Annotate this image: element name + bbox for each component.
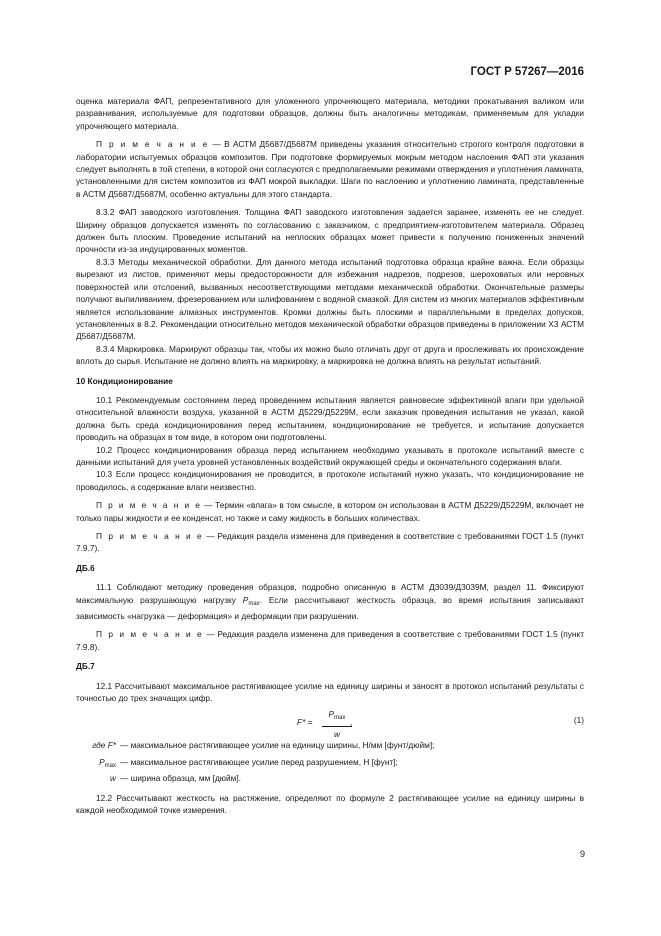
note-text: — Термин «влага» в том смысле, в котором он использован в АСТМ Д5229/Д5229М, включает не только пары жидкости и ее конденсат, но также и саму жидкость в больших количествах. [76, 500, 584, 523]
paragraph-12-2: 12.2 Рассчитывают жесткость на растяжение, определяют по формуле 2 растягивающее усилие на единицу ширины в каждой необходимой точке измерения. [76, 792, 584, 816]
symbol-p: P [242, 594, 249, 605]
definition-symbol [76, 772, 120, 788]
note-4 [76, 628, 584, 653]
symbol-sub-max: max [248, 600, 260, 607]
definition-text: — максимальное растягивающее усилие на единицу ширины, Н/мм [фунт/дюйм]; [120, 740, 435, 751]
definition-text: — максимальное растягивающее усилие перед разрушением, Н [фунт]; [120, 756, 398, 767]
formula-comma: , [350, 717, 353, 728]
note-text: — Редакция раздела изменена для приведения в соответствие с требованиями ГОСТ 1.5 (пункт 7.9.8). [76, 629, 584, 652]
definition-symbol [76, 756, 120, 772]
definition-symbol [76, 739, 120, 755]
paragraph-10-1: 10.1 Рекомендуемым состоянием перед проведением испытания является равновесие эффективной влаги при удельной относительной влажности воздуха, указанной в АСТМ Д5229/Д5229М, если заказчик проведения испытания не указал, какой должна быть среда кондиционирования перед испытанием, кондиционирование не требуется, и испытание допускается проводить на образцах в том виде, в котором они подготовлены. [76, 394, 584, 443]
formula-1 [76, 706, 584, 739]
section-10-title: 10 Кондиционирование [76, 375, 173, 386]
equation-number: (1) [573, 715, 584, 726]
definition-row [76, 739, 584, 755]
paragraph-8-3-4: 8.3.4 Маркировка. Маркируют образцы так, чтобы их можно было отличать друг от друга и прослеживать их происхождение вплоть до сырья. Испытание не должно влиять на маркировку, а маркировка не должна влиять на результат испытаний. [76, 343, 584, 367]
formula-fraction [322, 708, 352, 740]
definition-text: — ширина образца, мм [дюйм]. [120, 773, 241, 784]
note-2 [76, 499, 584, 524]
note-label: П р и м е ч а н и е [96, 629, 204, 640]
formula-denominator: w [334, 728, 340, 739]
section-db7-title: ДБ.7 [76, 661, 95, 672]
numerator-symbol: P [328, 709, 335, 720]
paragraph-11-1-part-a: 11.1 Соблюдают методику проведения образцов, подробно описанную в АСТМ Д3039/Д3039М, раздел 11. Фиксируют максимальную разрушающую нагрузку [76, 582, 584, 605]
paragraph-intro: оценка материала ФАП, репрезентативного для уложенного упрочняющего материала, методики прокатывания валиком или разравнивания, используемые для подготовки образцов, должны быть аналогичны методикам, применяемым для укладки упрочняющего материала. [76, 96, 584, 131]
note-1 [76, 138, 584, 200]
formula-numerator [322, 708, 352, 726]
note-label: П р и м е ч а н и е [96, 500, 202, 511]
document-code: ГОСТ Р 57267—2016 [470, 66, 584, 78]
paragraph-11-1-part-b: . Если рассчитывают жесткость образца, во время испытания записывают зависимость «нагрузка — деформация» и деформации при разрушении. [76, 594, 584, 622]
note-label: П р и м е ч а н и е [96, 139, 210, 150]
section-db6-title: ДБ.6 [76, 562, 95, 573]
document-body [76, 95, 584, 817]
definition-row [76, 772, 584, 788]
paragraph-10-3: 10.3 Если процесс кондиционирования не проводится, в протоколе испытаний нужно указать, что кондиционирование не проводилось, а содержание влаги неизвестно. [76, 469, 584, 492]
note-text: — В АСТМ Д5687/Д5687М приведены указания относительно строгого контроля подготовки в лаборатории испытуемых образцов композитов. При подготовке формируемых мокрым методом наслоения ФАП эти указания следует выполнять в той степени, в которой они согласуются с предполагаемыми режимами отверждения и уплотнения ламината, установленными для систем композитов из ФАП мокрой выкладки. Шаги по наслоению и уплотнению ламината, представленные в АСТМ Д5687/Д5687М, особенно актуальны для этого стандарта. [76, 139, 584, 199]
note-3 [76, 530, 584, 555]
note-text: — Редакция раздела изменена для приведения в соответствие с требованиями ГОСТ 1.5 (пункт 7.9.7). [76, 531, 584, 554]
numerator-sub: max [334, 715, 346, 722]
definition-symbol-sub: max [104, 762, 116, 769]
paragraph-11-1 [76, 581, 584, 622]
paragraph-8-3-2: 8.3.2 ФАП заводского изготовления. Толщина ФАП заводского изготовления задается заранее, изменять ее не следует. Ширину образцов допускается изменять по согласованию с заказчиком, с предприятием-изготовителем материала. Образец должен быть плоским. Проведение испытаний на неплоских образцах может привести к получению пониженных значений прочности из-за индуцированных моментов. [76, 207, 584, 255]
formula-lhs: F* = [297, 717, 313, 728]
definition-symbol-text: P [99, 756, 105, 767]
definition-symbol-text: где F* [92, 740, 116, 751]
note-label: П р и м е ч а н и е [96, 531, 204, 541]
formula-definitions [76, 739, 584, 788]
page-number: 9 [579, 849, 585, 859]
paragraph-8-3-3: 8.3.3 Методы механической обработки. Для данного метода испытаний подготовка образца крайне важна. Если образцы вырезают из листов, применяют меры предосторожности для избежания надрезов, подрезов, шероховатых или неровных поверхностей или отслоений, вызванных несоответствующими методами механической обработки. Окончательные размеры получают выпиливанием, фрезерованием или шлифованием с водяной смазкой. Для систем из многих материалов эффективным является использование алмазных инструментов. Кромки должны быть плоскими и параллельными в пределах допусков, установленных в 8.2. Рекомендации относительно методов механической обработки образцов приведены в приложении Х3 АСТМ Д5687/Д5687М. [76, 256, 584, 342]
paragraph-10-2: 10.2 Процесс кондиционирования образца перед испытанием необходимо указывать в протоколе испытаний вместе с данными испытаний для учета уровней установленных воздействий окружающей среды и окончательного содержания влаги. [76, 444, 584, 467]
definition-symbol-text: w [110, 773, 116, 784]
paragraph-12-1: 12.1 Рассчитывают максимальное растягивающее усилие на единицу ширины и заносят в протокол испытаний результаты с точностью до трех значащих цифр. [76, 680, 584, 704]
definition-row [76, 756, 584, 772]
